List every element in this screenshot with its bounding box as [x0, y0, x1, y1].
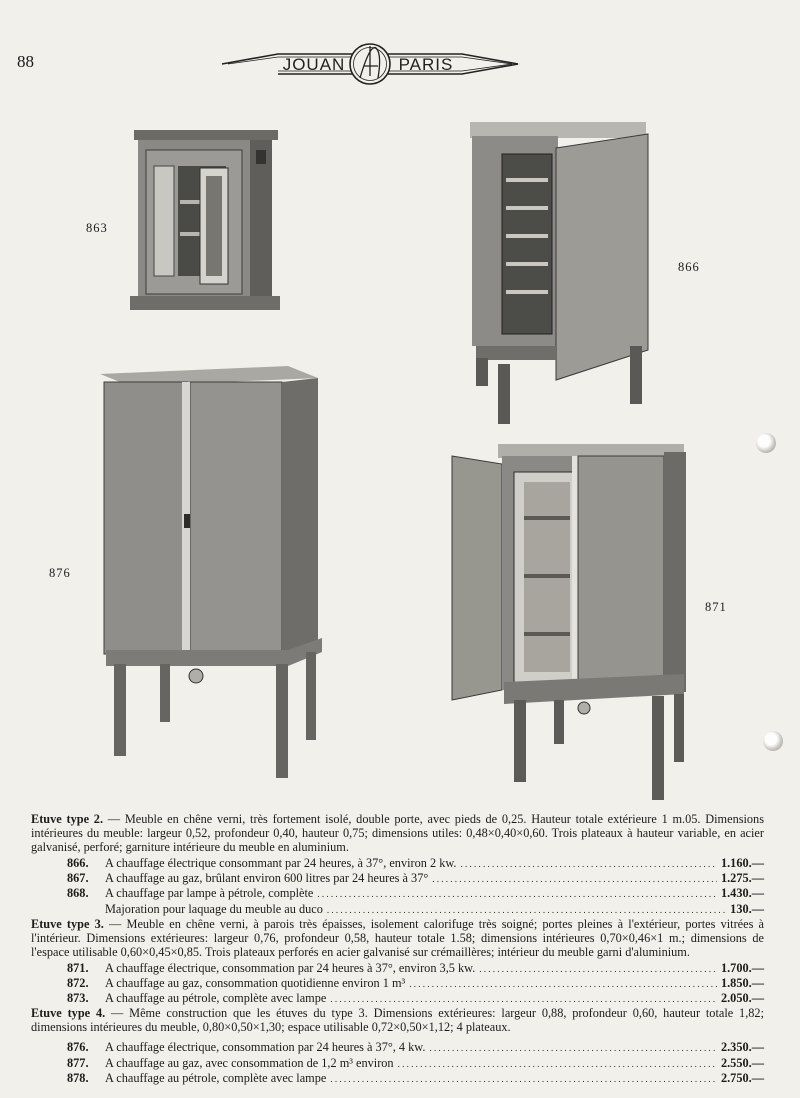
price-row: 878. A chauffage au pétrole, complète avec lampe . . . 2.750.— [31, 1071, 764, 1086]
incubator-863-image [120, 120, 285, 316]
type4-description: — Même construction que les étuves du type 3. Dimensions extérieures: largeur 0,88, profondeur 0,60, hauteur totale 1,82; dimensions intérieures du meuble, 0,80×0,50×1,30; espace utilisable 0,72×0,50×1,12; 4 plateaux. [31, 1006, 764, 1035]
type3-heading: Etuve type 3. [31, 916, 104, 931]
figure-label-876: 876 [49, 566, 71, 580]
type2-description: — Meuble en chêne verni, très fortement isolé, double porte, avec pieds de 0,25. Hauteur totale extérieure 1 m.05. Dimensions intérieures du meuble: largeur 0,52, profondeur 0,40, hauteur 0,75; dimensions utiles: 0,48×0,40×0,60. Trois plateaux à hauteur variable, en acier galvanisé, perforé; garniture intérieure du meuble en aluminium. [31, 812, 764, 855]
price-row: 866. A chauffage électrique consommant par 24 heures, à 37°, environ 2 kw. . . . 1.160.— [31, 856, 764, 871]
type4-paragraph [31, 1006, 764, 1034]
incubator-871-image [448, 442, 690, 804]
incubator-866-image [462, 118, 652, 426]
figure-label-871: 871 [705, 600, 727, 614]
binder-hole-bottom [763, 731, 783, 751]
brand-right: PARIS [398, 55, 454, 74]
incubator-876-image [98, 364, 326, 782]
binder-hole-top [756, 433, 776, 453]
figure-label-863: 863 [86, 221, 108, 235]
type3-description: — Meuble en chêne verni, à parois très épaisses, isolement calorifuge très soigné; portes pleines à l'extérieur, portes vitrées à l'intérieur. Dimensions extérieures: largeur 0,76, profondeur 0,58, hauteur totale 1.58; dimensions intérieures 0,70×0,46×1 m.; dimensions de l'espace utilisable 0,60×0,45×0,85. Trois plateaux perforés en acier galvanisé sur crémaillères; intérieur du meuble garni d'aluminium. [31, 916, 765, 959]
jouan-paris-logo [220, 40, 520, 88]
price-row: 868. A chauffage par lampe à pétrole, complète . . . 1.430.— [31, 886, 764, 901]
type2-heading: Etuve type 2. [31, 812, 104, 826]
type4-heading: Etuve type 4. [31, 1006, 106, 1021]
figure-label-866: 866 [678, 260, 700, 274]
price-row: 867. A chauffage au gaz, brûlant environ 600 litres par 24 heures à 37° . . . 1.275.— [31, 871, 764, 886]
brand-left: JOUAN [282, 55, 346, 74]
page-number: 88 [17, 52, 34, 71]
type3-paragraph [31, 917, 764, 959]
price-row: 876. A chauffage électrique, consommation par 24 heures à 37°, 4 kw. . . . 2.350.— [31, 1040, 764, 1055]
price-row: 873. A chauffage au pétrole, complète avec lampe . . . 2.050.— [31, 991, 764, 1006]
catalogue-text [31, 812, 764, 1086]
price-row: 872. A chauffage au gaz, consommation quotidienne environ 1 m³ . . . 1.850.— [31, 976, 764, 991]
price-row: 877. A chauffage au gaz, avec consommation de 1,2 m³ environ . . . 2.550.— [31, 1056, 764, 1071]
price-row: 871. A chauffage électrique, consommation par 24 heures à 37°, environ 3,5 kw. . . . 1.700.— [31, 961, 764, 976]
type2-paragraph [31, 812, 764, 854]
price-row: Majoration pour laquage du meuble au duco . . . 130.— [31, 902, 764, 917]
